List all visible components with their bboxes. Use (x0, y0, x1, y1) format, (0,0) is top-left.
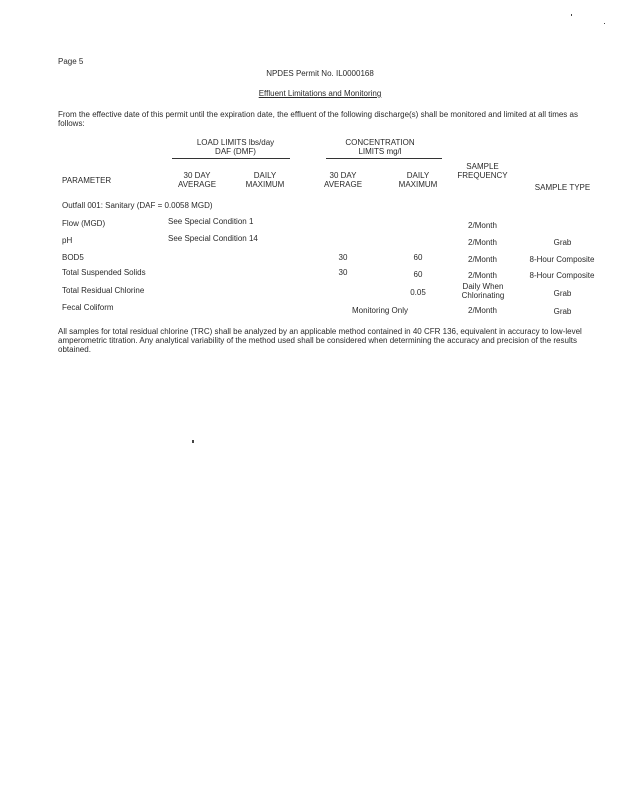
row-note: See Special Condition 14 (168, 234, 258, 243)
row-sample-type: 8-Hour Composite (529, 271, 595, 280)
row-sample-type: 8-Hour Composite (529, 255, 595, 264)
row-parameter: Flow (MGD) (62, 219, 106, 228)
conc-30day-header: 30 DAY AVERAGE (323, 171, 363, 189)
load-limits-subheader: DAF (DMF) (215, 147, 256, 156)
row-sample-type: Grab (553, 289, 572, 298)
section-title: Effluent Limitations and Monitoring (258, 89, 382, 98)
parameter-header: PARAMETER (62, 176, 112, 185)
conc-daily-header: DAILY MAXIMUM (398, 171, 438, 189)
row-conc-max: 0.05 (410, 288, 426, 297)
row-note: See Special Condition 1 (168, 217, 254, 226)
outfall-label: Outfall 001: Sanitary (DAF = 0.0058 MGD) (62, 201, 213, 210)
sample-frequency-header: SAMPLE FREQUENCY (457, 162, 508, 180)
concentration-limits-subheader: LIMITS mg/l (358, 147, 402, 156)
row-conc-avg: 30 (338, 253, 348, 262)
row-parameter: pH (62, 236, 73, 245)
scan-speck (571, 14, 572, 16)
row-frequency: 2/Month (468, 306, 497, 315)
load-daily-header: DAILY MAXIMUM (245, 171, 285, 189)
row-frequency: Daily When Chlorinating (461, 282, 505, 300)
row-conc-avg: 30 (338, 268, 348, 277)
scan-speck (604, 23, 605, 24)
concentration-limits-rule (326, 158, 442, 159)
row-sample-type: Grab (553, 307, 572, 316)
row-sample-type: Grab (553, 238, 572, 247)
row-frequency: 2/Month (468, 221, 497, 230)
scan-speck (192, 440, 194, 443)
sample-type-header: SAMPLE TYPE (534, 183, 591, 192)
concentration-limits-header: CONCENTRATION (345, 138, 415, 147)
row-frequency: 2/Month (468, 238, 497, 247)
load-limits-rule (172, 158, 290, 159)
row-parameter: Total Residual Chlorine (62, 286, 145, 295)
row-note: Monitoring Only (351, 306, 409, 315)
row-frequency: 2/Month (468, 271, 497, 280)
row-conc-max: 60 (413, 270, 423, 279)
row-parameter: Total Suspended Solids (62, 268, 146, 277)
page-label: Page 5 (58, 57, 84, 66)
row-parameter: Fecal Coliform (62, 303, 114, 312)
load-limits-header: LOAD LIMITS lbs/day (196, 138, 275, 147)
permit-title: NPDES Permit No. IL0000168 (266, 69, 374, 78)
row-conc-max: 60 (413, 253, 423, 262)
footnote: All samples for total residual chlorine (TRC) shall be analyzed by an applicable method contained in 40 CFR 136, equivalent in accuracy to low-level amperometric titration. Any analytical variability of the method used shall be considered when determining the accuracy and precision of the results obtained. (58, 327, 582, 354)
intro-paragraph: From the effective date of this permit until the expiration date, the effluent of the following discharge(s) shall be monitored and limited at all times as follows: (58, 110, 578, 128)
load-30day-header: 30 DAY AVERAGE (177, 171, 217, 189)
row-parameter: BOD5 (62, 253, 84, 262)
row-frequency: 2/Month (468, 255, 497, 264)
